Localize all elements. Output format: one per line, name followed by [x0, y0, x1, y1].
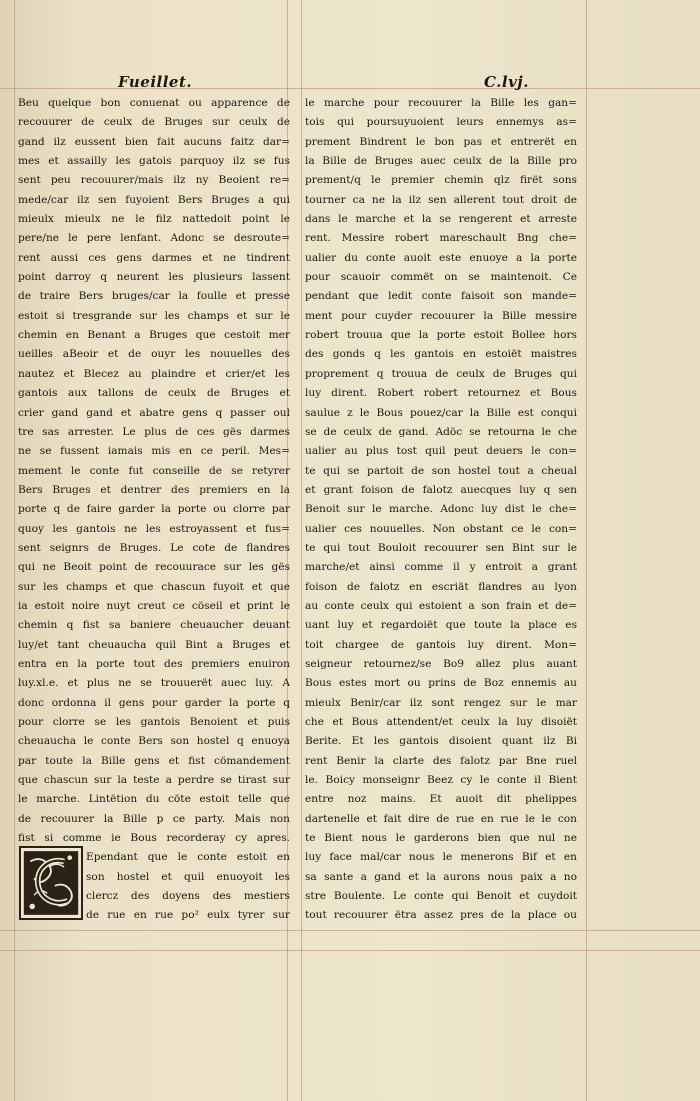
text-line: seigneur retournez/se Bo9 allez plus auant	[305, 657, 577, 670]
text-line: de rue en rue po² eulx tyrer sur	[86, 909, 290, 922]
text-line: marche/et ainsi comme il y entroit a grant	[305, 561, 577, 574]
text-line: ne se fussent iamais mis en ce peril. Mes=	[18, 445, 290, 458]
margin-rule-left	[14, 0, 15, 1101]
text-line: clercz des doyens des mestiers	[86, 890, 290, 903]
text-line: sur les champs et que chascun fuyoit et que	[18, 580, 290, 593]
footer-rule	[0, 930, 700, 931]
page-header-right: C.lvj.	[484, 73, 529, 91]
text-line: ia estoit noire nuyt creut ce cöseil et print le	[18, 599, 290, 612]
column-rule-right	[301, 0, 302, 1101]
header-rule	[0, 88, 700, 89]
text-line: quoy les gantois ne les estroyassent et fus=	[18, 522, 290, 535]
text-line: cheuaucha le conte Bers son hostel q enuoya	[18, 735, 290, 748]
text-line: gantois aux tallons de ceulx de Bruges et	[18, 387, 290, 400]
text-column-right	[305, 94, 577, 926]
text-line: tois qui poursuyuoient leurs ennemys as=	[305, 116, 577, 129]
text-line: sent peu recouurer/mais ilz ny Beoient re=	[18, 174, 290, 187]
text-line: pendant que ledit conte faisoit son mande=	[305, 290, 577, 303]
text-line: de traire Bers bruges/car la foulle et presse	[18, 290, 290, 303]
text-line: qui ne Beoit point de recouurace sur les gës	[18, 561, 290, 574]
text-line: le. Boicy monseignr Beez cy le conte il Bient	[305, 774, 577, 787]
text-line: toit chargee de gantois luy dirent. Mon=	[305, 638, 577, 651]
text-line: te Bient nous le garderons bien que nul ne	[305, 832, 577, 845]
text-line: ueilles aBeoir et de ouyr les nouuelles des	[18, 348, 290, 361]
text-line: tre sas arrester. Le plus de ces gës darmes	[18, 425, 290, 438]
text-line: stre Boulente. Le conte qui Benoit et cuydoit	[305, 890, 577, 903]
page-header-left: Fueillet.	[118, 73, 193, 91]
text-line: pour scauoir commët on se maintenoit. Ce	[305, 271, 577, 284]
text-line: son hostel et quil enuoyoit les	[86, 870, 290, 883]
text-line: entra en la porte tout des premiers enuiron	[18, 657, 290, 670]
text-line: ment pour cuyder recouurer la Bille messire	[305, 309, 577, 322]
text-line: Ependant que le conte estoit en	[86, 851, 290, 864]
text-line: dans le marche et la se rengerent et arreste	[305, 213, 577, 226]
text-line: le marche pour recouurer la Bille les gan=	[305, 97, 577, 109]
text-line: mede/car ilz sen fuyoient Bers Bruges a qui	[18, 193, 290, 206]
text-line: che et Bous attendent/et ceulx la luy disoiët	[305, 716, 577, 728]
margin-rule-right	[586, 0, 587, 1101]
text-line: entre noz mains. Et auoit dit phelippes	[305, 793, 577, 806]
text-line: te qui se partoit de son hostel tout a cheual	[305, 464, 577, 477]
text-line: donc ordonna il gens pour garder la porte q	[18, 696, 290, 709]
text-line: luy/et tant cheuaucha quil Bint a Bruges et	[18, 638, 290, 651]
text-line: Berite. Et les gantois disoient quant ilz Bi	[305, 735, 577, 748]
text-line: pour clorre se les gantois Benoient et puis	[18, 716, 290, 728]
text-line: mement le conte fut conseille de se retyrer	[18, 464, 290, 477]
text-line: mieulx mieulx ne le filz nattedoit point le	[18, 213, 290, 226]
text-line: que chascun sur la teste a perdre se tirast sur	[18, 774, 290, 787]
text-line: nautez et Blecez au plaindre et crier/et les	[18, 367, 290, 380]
text-line: ualier du conte auoit este enuoye a la porte	[305, 251, 577, 264]
text-line: rent Benir la clarte des falotz par Bne ruel	[305, 754, 577, 767]
footer-rule-lower	[0, 950, 700, 951]
text-line: rent aussi ces gens darmes et ne tindrent	[18, 251, 290, 264]
text-line: estoit si tresgrande sur les champs et sur le	[18, 309, 290, 322]
text-line: mieulx Benir/car ilz sont rengez sur le mar	[305, 696, 577, 709]
text-line: de recouurer la Bille p ce party. Mais non	[18, 812, 290, 825]
text-line: luy dirent. Robert robert retournez et Bous	[305, 387, 577, 400]
text-line: et grant foison de falotz auecques luy q sen	[305, 483, 577, 496]
text-line: tourner ca ne la ilz sen allerent tout droit de	[305, 193, 577, 206]
text-line: rent. Messire robert mareschault Bng che=	[305, 232, 577, 245]
text-line: gand ilz eussent bien fait aucuns faitz dar=	[18, 135, 290, 148]
text-line: luy.xl.e. et plus ne se trouuerët auec luy. A	[18, 677, 290, 690]
text-line: sent seignrs de Bruges. Le cote de flandres	[18, 541, 290, 554]
text-line: sa sante a gand et la aurons nous paix a no	[305, 870, 577, 883]
text-line: Bous estes mort ou prins de Boz ennemis au	[305, 677, 577, 690]
text-line: robert trouua que la porte estoit Bollee hors	[305, 329, 577, 342]
text-line: porte q de faire garder la porte ou clorre par	[18, 503, 290, 516]
text-line: par toute la Bille gens et fist cömandement	[18, 754, 290, 767]
text-line: ualier au plus tost quil peut deuers le con=	[305, 445, 577, 458]
text-column-left	[18, 94, 290, 926]
text-line: se de ceulx de gand. Adöc se retourna le che	[305, 425, 577, 438]
text-line: uant luy et regardoiët que toute la place es	[305, 619, 577, 632]
decorated-initial-c-icon	[19, 846, 83, 920]
text-line: saulue z le Bous pouez/car la Bille est conqui	[305, 406, 577, 419]
text-line: fist si comme ie Bous recorderay cy apres.	[18, 832, 290, 845]
text-line: Beu quelque bon conuenat ou apparence de	[18, 97, 290, 109]
text-line: chemin en Benant a Bruges que cestoit mer	[18, 329, 290, 342]
text-line: proprement q trouua de ceulx de Bruges qui	[305, 367, 577, 380]
text-line: tout recouurer ëtra assez pres de la place ou	[305, 909, 577, 922]
text-line: Benoit sur le marche. Adonc luy dist le che=	[305, 503, 577, 516]
initial-ornament	[21, 848, 81, 918]
text-line: pere/ne le pere lenfant. Adonc se desroute=	[18, 232, 290, 245]
text-line: Bers Bruges et dentrer des premiers en la	[18, 483, 290, 496]
text-line: foison de falotz en escriät flandres au lyon	[305, 580, 577, 593]
text-line: ualier ces nouuelles. Non obstant ce le con=	[305, 522, 577, 535]
text-line: recouurer de ceulx de Bruges sur ceulx de	[18, 116, 290, 129]
text-line: chemin q fist sa baniere cheuaucher deuant	[18, 619, 290, 632]
text-line: luy face mal/car nous le menerons Bif et en	[305, 851, 577, 864]
text-line: prement/q le premier chemin qlz firët sons	[305, 174, 577, 187]
text-line: dartenelle et fait dire de rue en rue le le con	[305, 812, 577, 825]
text-line: la Bille de Bruges auec ceulx de la Bille pro	[305, 155, 577, 168]
text-line: des gonds q les gantois en estoiët maistres	[305, 348, 577, 361]
text-line: le marche. Lintëtion du cöte estoit telle que	[18, 793, 290, 806]
text-line: prement Bindrent le bon pas et entrerët en	[305, 135, 577, 148]
text-line: crier gand gand et abatre gens q passer oul	[18, 406, 290, 419]
text-line: point darroy q neurent les plusieurs lassent	[18, 271, 290, 284]
text-line: te qui tout Bouloit recouurer sen Bint sur le	[305, 541, 577, 554]
text-line: au conte ceulx qui estoient a son frain et de=	[305, 599, 577, 612]
text-line: mes et assailly les gatois parquoy ilz se fus	[18, 155, 290, 168]
